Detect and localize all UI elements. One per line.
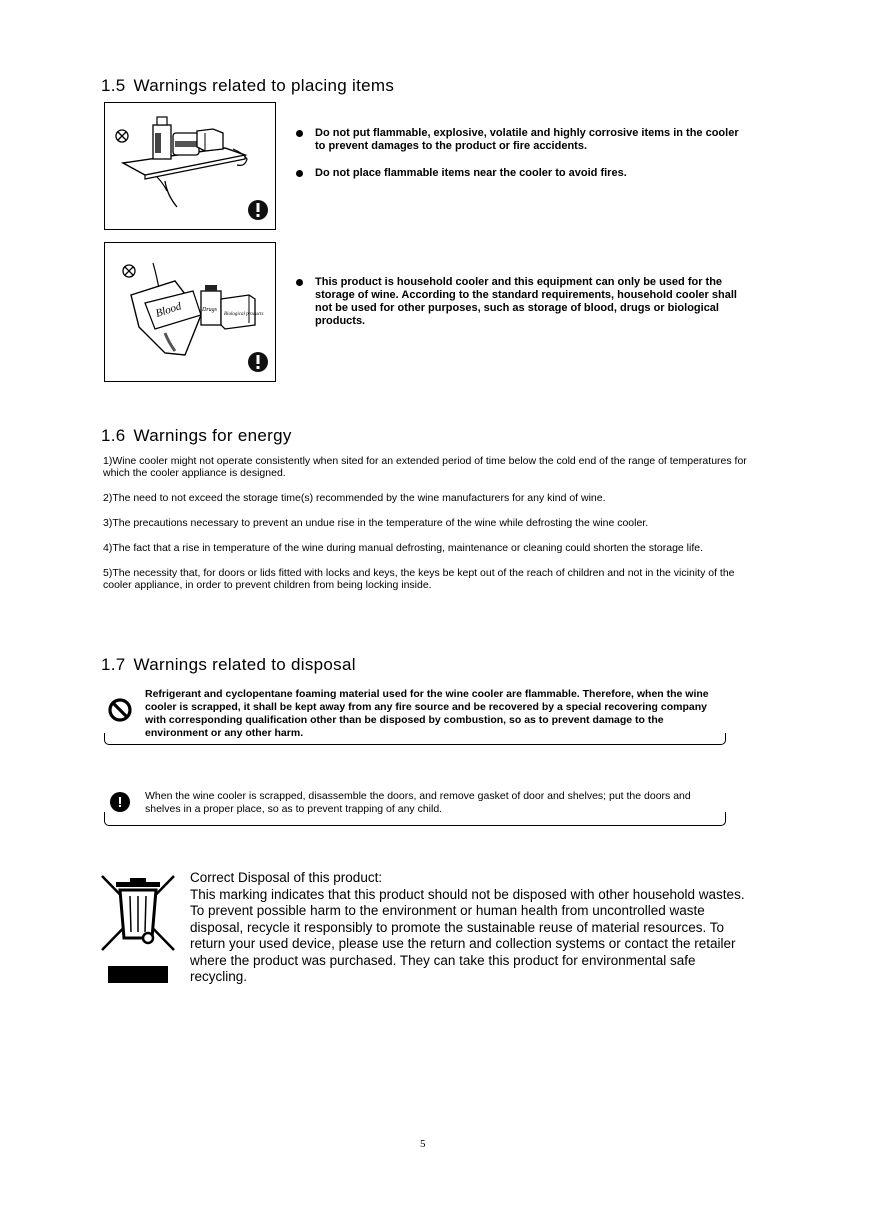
section-title: Warnings for energy — [133, 426, 292, 445]
weee-title: Correct Disposal of this product: — [190, 870, 383, 885]
bio-label: Biological products — [224, 312, 264, 317]
weee-text: This marking indicates that this product should not be disposed with other household wastes. To prevent possible harm to the environment or human health from uncontrolled waste disposal, recycle it responsibly to promote the sustainable reuse of material resources. To return your used device, please use the return and collection systems or contact the retailer where the product was purchased. They can take this product for environmental safe recycling. — [190, 886, 745, 984]
drugs-label: Drugs — [202, 307, 218, 313]
energy-item-1: 1)Wine cooler might not operate consistently when sited for an extended period of time below the cold end of the range of temperatures for which the cooler appliance is designed. — [103, 455, 747, 479]
disposal-box-2-bracket — [104, 812, 726, 826]
energy-item-2: 2)The need to not exceed the storage time(s) recommended by the wine manufacturers for any kind of wine. — [103, 492, 606, 504]
disposal-doors-text: When the wine cooler is scrapped, disassemble the doors, and remove gasket of door and shelves; put the doors and shelves in a proper place, so as to prevent trapping of any child. — [145, 790, 691, 815]
energy-item-4: 4)The fact that a rise in temperature of the wine during manual defrosting, maintenance or cleaning could shorten the storage life. — [103, 542, 704, 554]
warning-exclamation-icon: ! — [110, 792, 130, 812]
household-use-only-illustration — [104, 242, 276, 382]
section-number: 1.7 — [101, 655, 126, 674]
section-title: Warnings related to placing items — [133, 76, 395, 95]
page-number: 5 — [420, 1138, 426, 1150]
bullet-household-only: This product is household cooler and this equipment can only be used for the storage of wine. According to the standard requirements, household cooler shall not be used for other purposes, such as storage of blood, drugs or biological products. — [294, 276, 740, 328]
placing-bullets-2 — [294, 276, 740, 328]
bullet-near-cooler: Do not place flammable items near the cooler to avoid fires. — [294, 167, 740, 180]
blood-label: Blood — [154, 300, 183, 320]
shelf-with-bottles-icon — [105, 103, 275, 229]
section-1-7-heading — [101, 655, 356, 675]
placing-bullets-1 — [294, 127, 740, 180]
section-title: Warnings related to disposal — [133, 655, 356, 674]
weee-disposal-notice — [190, 870, 750, 986]
disposal-flammable-text: Refrigerant and cyclopentane foaming material used for the wine cooler are flammable. Therefore, when the wine cooler is scrapped, it shall be kept away from any fire source and be recovered by a special recovering company with corresponding qualification other than be disposed by combustion, so as to prevent damage to the environment or any other harm. — [145, 688, 709, 739]
section-number: 1.6 — [101, 426, 126, 445]
energy-item-5: 5)The necessity that, for doors or lids fitted with locks and keys, the keys be kept out of the reach of children and not in the vicinity of the cooler appliance, in order to prevent children from being locking inside. — [103, 567, 735, 591]
blood-drugs-bio-icon — [105, 243, 275, 381]
energy-item-3: 3)The precautions necessary to prevent an undue rise in the temperature of the wine while defrosting the wine cooler. — [103, 517, 649, 529]
crossed-out-bin-icon — [98, 872, 180, 993]
energy-warnings — [103, 455, 751, 591]
disposal-box-1-bracket — [104, 733, 726, 745]
flammable-items-illustration — [104, 102, 276, 230]
section-1-6-heading — [101, 426, 292, 446]
bullet-flammable-items: Do not put flammable, explosive, volatile and highly corrosive items in the cooler to prevent damages to the product or fire accidents. — [294, 127, 740, 153]
section-1-5-heading — [101, 76, 394, 96]
prohibited-icon — [108, 698, 132, 727]
section-number: 1.5 — [101, 76, 126, 95]
